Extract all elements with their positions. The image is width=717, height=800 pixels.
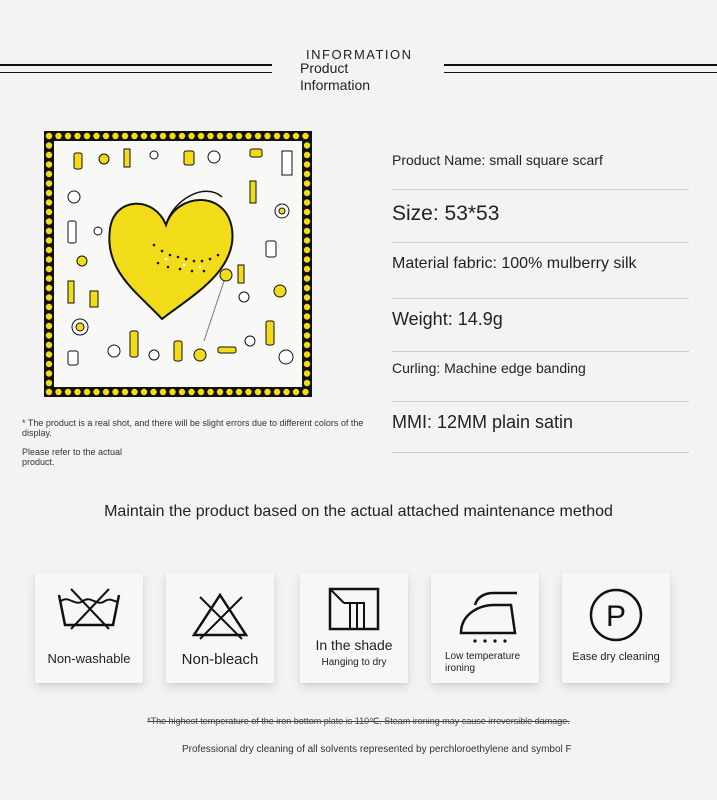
border-dot	[264, 133, 270, 139]
care-label: Low temperature ironing	[445, 651, 521, 674]
border-dot	[46, 294, 52, 300]
care-label: Non-washable	[47, 651, 131, 666]
border-dot	[304, 380, 310, 386]
border-dot	[304, 370, 310, 376]
note-refer: Please refer to the actual product.	[22, 447, 123, 467]
border-dot	[198, 133, 204, 139]
border-dot	[112, 133, 118, 139]
border-dot	[245, 389, 251, 395]
maintenance-heading: Maintain the product based on the actual attached maintenance method	[104, 503, 613, 520]
border-dot	[55, 133, 61, 139]
spec-mmi: MMI: 12MM plain satin	[392, 412, 574, 432]
border-dot	[46, 389, 52, 395]
border-dot	[46, 361, 52, 367]
spec-divider	[392, 189, 689, 190]
border-dot	[304, 332, 310, 338]
border-dot	[46, 180, 52, 186]
border-dot	[131, 389, 137, 395]
border-dot	[283, 133, 289, 139]
border-dot	[93, 133, 99, 139]
border-dot	[304, 180, 310, 186]
spec-divider	[392, 351, 689, 352]
border-dot	[283, 389, 289, 395]
border-dot	[188, 389, 194, 395]
border-dot	[236, 133, 242, 139]
border-dot	[46, 247, 52, 253]
care-card-low-temp-ironing	[431, 573, 539, 683]
spec-product-name: Product Name: small square scarf	[392, 152, 603, 168]
border-dot	[46, 380, 52, 386]
border-dot	[74, 133, 80, 139]
border-dot	[46, 190, 52, 196]
border-dot	[131, 133, 137, 139]
border-dot	[122, 133, 128, 139]
svg-text:P: P	[605, 600, 627, 633]
border-dot	[74, 389, 80, 395]
border-dot	[46, 323, 52, 329]
header-title: INFORMATION	[306, 47, 413, 62]
care-card-non-washable	[35, 573, 143, 683]
border-dot	[302, 389, 308, 395]
border-dot	[46, 171, 52, 177]
border-dot	[55, 389, 61, 395]
note-real-shot: * The product is a real shot, and there will be slight errors due to different colors of the display.	[22, 418, 364, 438]
border-dot	[198, 389, 204, 395]
border-dot	[112, 389, 118, 395]
border-dot	[304, 351, 310, 357]
border-dot	[236, 389, 242, 395]
border-dot	[245, 133, 251, 139]
border-dot	[46, 351, 52, 357]
border-dot	[274, 389, 280, 395]
spec-curling: Curling: Machine edge banding	[392, 360, 586, 376]
border-dot	[46, 285, 52, 291]
care-card-non-bleach	[166, 573, 274, 683]
border-dot	[255, 133, 261, 139]
border-dot	[179, 133, 185, 139]
footnote-dry-cleaning: Professional dry cleaning of all solvents represented by perchloroethylene and symbol F	[182, 744, 572, 755]
spec-divider	[392, 452, 689, 453]
care-label: In the shade	[315, 637, 393, 653]
border-dot	[304, 266, 310, 272]
border-dot	[304, 171, 310, 177]
spec-divider	[392, 298, 689, 299]
border-dot	[46, 142, 52, 148]
border-dot	[46, 152, 52, 158]
border-dot	[304, 323, 310, 329]
border-dot	[141, 389, 147, 395]
border-dot	[141, 133, 147, 139]
border-dot	[169, 133, 175, 139]
border-dot	[179, 389, 185, 395]
header-rule-left	[0, 64, 272, 66]
dry-clean-p-icon	[562, 573, 670, 683]
border-dot	[293, 389, 299, 395]
border-dot	[293, 133, 299, 139]
border-dot	[304, 237, 310, 243]
border-dot	[103, 133, 109, 139]
border-dot	[84, 389, 90, 395]
border-dot	[304, 190, 310, 196]
border-dot	[304, 304, 310, 310]
border-dot	[302, 133, 308, 139]
border-dot	[46, 304, 52, 310]
border-dot	[93, 389, 99, 395]
border-dot	[207, 133, 213, 139]
spec-size: Size: 53*53	[392, 202, 500, 225]
border-dot	[150, 133, 156, 139]
spec-divider	[392, 401, 689, 402]
border-dot	[226, 389, 232, 395]
border-dot	[304, 275, 310, 281]
care-sublabel: Hanging to dry	[321, 657, 387, 668]
scarf-product-image	[44, 131, 312, 397]
care-label: Non-bleach	[181, 651, 259, 668]
border-dot	[46, 133, 52, 139]
border-dot	[46, 218, 52, 224]
scarf-pattern	[54, 141, 302, 387]
care-card-in-the-shade	[300, 573, 408, 683]
wash-tub-crossed-icon	[35, 573, 143, 683]
border-dot	[304, 247, 310, 253]
border-dot	[304, 209, 310, 215]
border-dot	[304, 285, 310, 291]
border-dot	[46, 237, 52, 243]
border-dot	[304, 313, 310, 319]
border-dot	[160, 133, 166, 139]
border-dot	[217, 133, 223, 139]
border-dot	[84, 133, 90, 139]
border-dot	[46, 313, 52, 319]
border-dot	[46, 199, 52, 205]
border-dot	[46, 228, 52, 234]
border-dot	[46, 266, 52, 272]
border-dot	[46, 275, 52, 281]
border-dot	[264, 389, 270, 395]
header-rule-right	[444, 64, 717, 66]
border-dot	[274, 133, 280, 139]
border-dot	[122, 389, 128, 395]
header-rule-right-thin	[444, 72, 717, 73]
border-dot	[46, 256, 52, 262]
border-dot	[207, 389, 213, 395]
border-dot	[169, 389, 175, 395]
border-dot	[304, 294, 310, 300]
spec-weight: Weight: 14.9g	[392, 309, 503, 329]
footnote-iron-temperature: *The highest temperature of the iron bottom plate is 110℃. Steam ironing may cause irreversible damage.	[147, 716, 570, 726]
border-dot	[304, 361, 310, 367]
border-dot	[304, 228, 310, 234]
border-dot	[46, 342, 52, 348]
border-dot	[304, 256, 310, 262]
border-dot	[304, 161, 310, 167]
border-dot	[304, 199, 310, 205]
border-dot	[188, 133, 194, 139]
care-card-dry-cleaning	[562, 573, 670, 683]
border-dot	[65, 389, 71, 395]
border-dot	[46, 332, 52, 338]
border-dot	[255, 389, 261, 395]
spec-divider	[392, 242, 689, 243]
border-dot	[46, 161, 52, 167]
border-dot	[46, 209, 52, 215]
border-dot	[217, 389, 223, 395]
border-dot	[304, 342, 310, 348]
border-dot	[150, 389, 156, 395]
border-dot	[304, 142, 310, 148]
border-dot	[103, 389, 109, 395]
care-label: Ease dry cleaning	[572, 651, 660, 663]
header-subtitle: Product Information	[300, 60, 371, 93]
border-dot	[160, 389, 166, 395]
border-dot	[226, 133, 232, 139]
border-dot	[65, 133, 71, 139]
spec-material: Material fabric: 100% mulberry silk	[392, 255, 637, 272]
border-dot	[304, 152, 310, 158]
header-rule-left-thin	[0, 72, 272, 73]
border-dot	[304, 218, 310, 224]
border-dot	[46, 370, 52, 376]
